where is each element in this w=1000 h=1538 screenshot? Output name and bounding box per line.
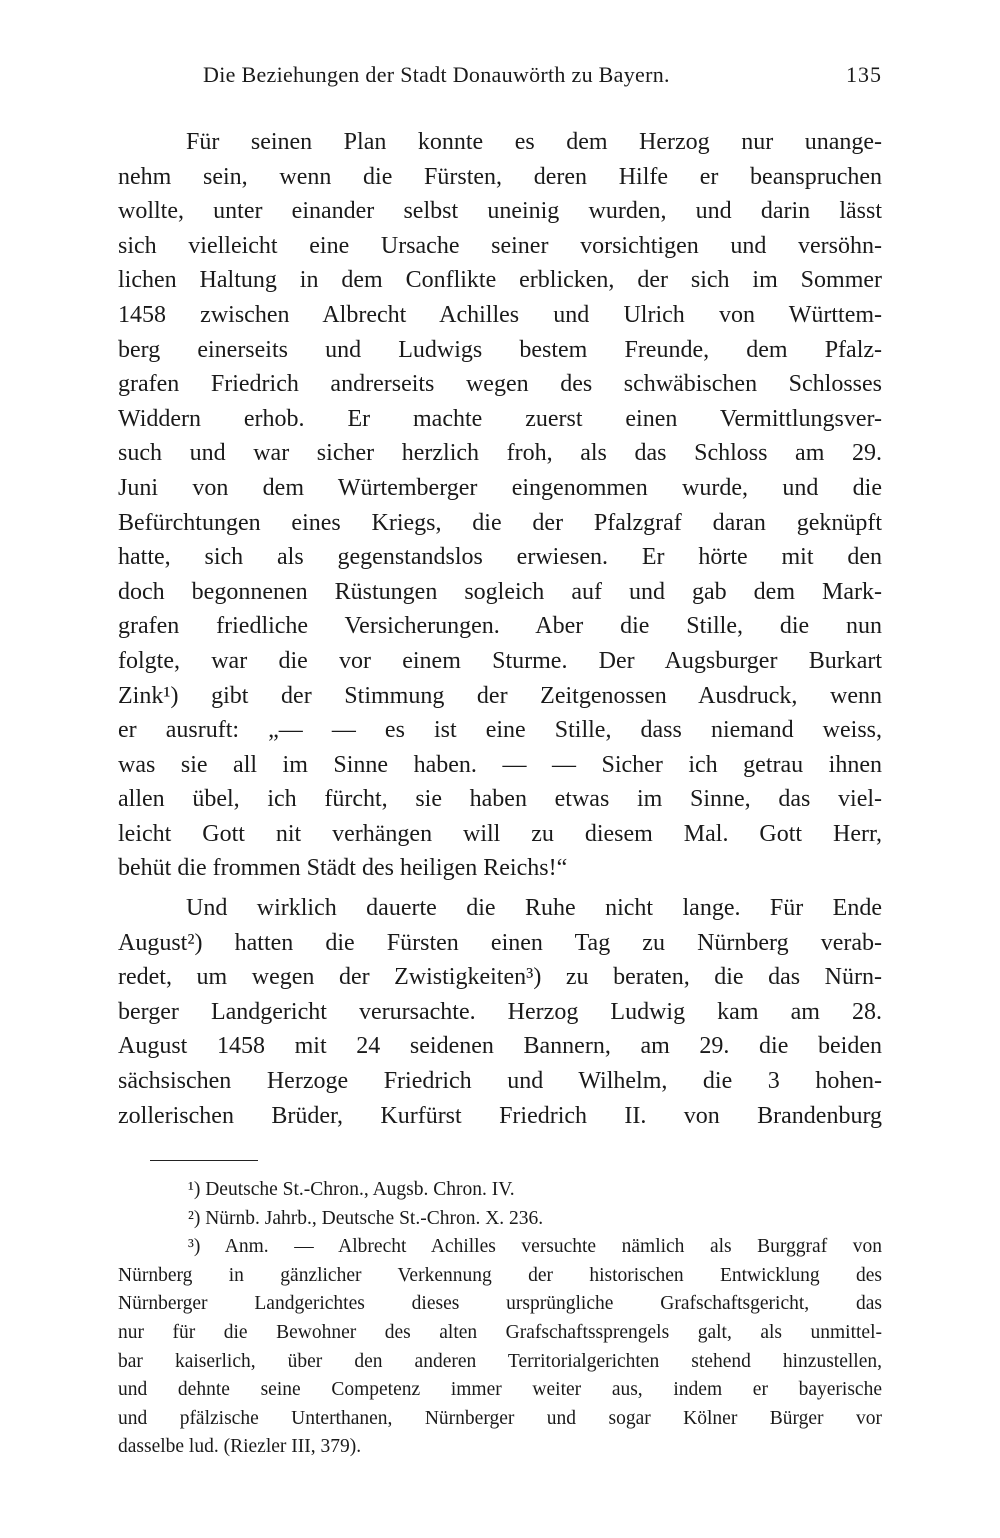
text-line: behüt die frommen Städt des heiligen Reichs!“ [118,855,568,882]
text-line: such und war sicher herzlich froh, als das Schloss am 29. [118,440,882,467]
footnote-line: dasselbe lud. (Riezler III, 379). [118,1436,362,1458]
text-line: grafen Friedrich andrerseits wegen des schwäbischen Schlosses [118,371,882,398]
footnote-2: ²) Nürnb. Jahrb., Deutsche St.-Chron. X. 236. [188,1207,544,1229]
footnote-divider [150,1160,258,1161]
text-line: sich vielleicht eine Ursache seiner vorsichtigen und versöhn- [118,232,882,259]
footnote-line: ³) Anm. — Albrecht Achilles versuchte nämlich als Burggraf von [188,1236,882,1258]
text-line: August 1458 mit 24 seidenen Bannern, am 29. die beiden [118,1033,882,1060]
text-line: Widdern erhob. Er machte zuerst einen Vermittlungsver- [118,405,882,432]
text-line: Juni von dem Würtemberger eingenommen wurde, und die [118,474,882,501]
footnote-line: und pfälzische Unterthanen, Nürnberger und sogar Kölner Bürger vor [118,1407,882,1429]
footnote-line: bar kaiserlich, über den anderen Territorialgerichten stehend hinzustellen, [118,1350,882,1372]
text-line: redet, um wegen der Zwistigkeiten³) zu beraten, die das Nürn- [118,964,882,991]
page-number: 135 [846,62,882,87]
text-line: Und wirklich dauerte die Ruhe nicht lange. Für Ende [186,895,882,922]
text-line: sächsischen Herzoge Friedrich und Wilhelm, die 3 hohen- [118,1068,882,1095]
text-line: lichen Haltung in dem Conflikte erblicken, der sich im Sommer [118,267,882,294]
footnotes [118,1176,882,1462]
text-line: allen übel, ich fürcht, sie haben etwas im Sinne, das viel- [118,786,882,813]
footnote-line: Nürnberg in gänzlicher Verkennung der historischen Entwicklung des [118,1264,882,1286]
text-line: er ausruft: „— — es ist eine Stille, dass niemand weiss, [118,717,882,744]
footnote-1: ¹) Deutsche St.-Chron., Augsb. Chron. IV. [188,1179,515,1200]
footnote-3 [118,1233,882,1462]
text-line: Zink¹) gibt der Stimmung der Zeitgenossen Ausdruck, wenn [118,682,882,709]
text-line: 1458 zwischen Albrecht Achilles und Ulrich von Württem- [118,301,882,328]
text-line: berger Landgericht verursachte. Herzog Ludwig kam am 28. [118,998,882,1025]
footnote-line: Nürnberger Landgerichtes dieses ursprüngliche Grafschaftsgericht, das [118,1293,882,1315]
text-line: hatte, sich als gegenstandslos erwiesen. Er hörte mit den [118,544,882,571]
text-line: wollte, unter einander selbst uneinig wurden, und darin lässt [118,198,882,225]
text-line: berg einerseits und Ludwigs bestem Freunde, dem Pfalz- [118,336,882,363]
footnote-line: nur für die Bewohner des alten Grafschaftssprengels galt, als unmittel- [118,1321,882,1343]
text-line: was sie all im Sinne haben. — — Sicher ich getrau ihnen [118,751,882,778]
text-line: Für seinen Plan konnte es dem Herzog nur unange- [186,129,882,155]
text-line: grafen friedliche Versicherungen. Aber die Stille, die nun [118,613,882,640]
text-line: leicht Gott nit verhängen will zu diesem Mal. Gott Herr, [118,820,882,847]
text-line: folgte, war die vor einem Sturme. Der Augsburger Burkart [118,647,882,674]
text-line: nehm sein, wenn die Fürsten, deren Hilfe er beanspruchen [118,163,882,190]
paragraph [118,891,882,1133]
paragraph [118,125,882,886]
running-title: Die Beziehungen der Stadt Donauwörth zu Bayern. [203,62,670,87]
body-text [118,125,882,1133]
text-line: zollerischen Brüder, Kurfürst Friedrich II. von Brandenburg [118,1102,882,1129]
running-head [118,62,882,96]
text-line: August²) hatten die Fürsten einen Tag zu Nürnberg verab- [118,929,882,956]
footnote-line: und dehnte seine Competenz immer weiter aus, indem er bayerische [118,1379,882,1401]
text-line: Befürchtungen eines Kriegs, die der Pfalzgraf daran geknüpft [118,509,882,536]
text-line: doch begonnenen Rüstungen sogleich auf und gab dem Mark- [118,578,882,605]
